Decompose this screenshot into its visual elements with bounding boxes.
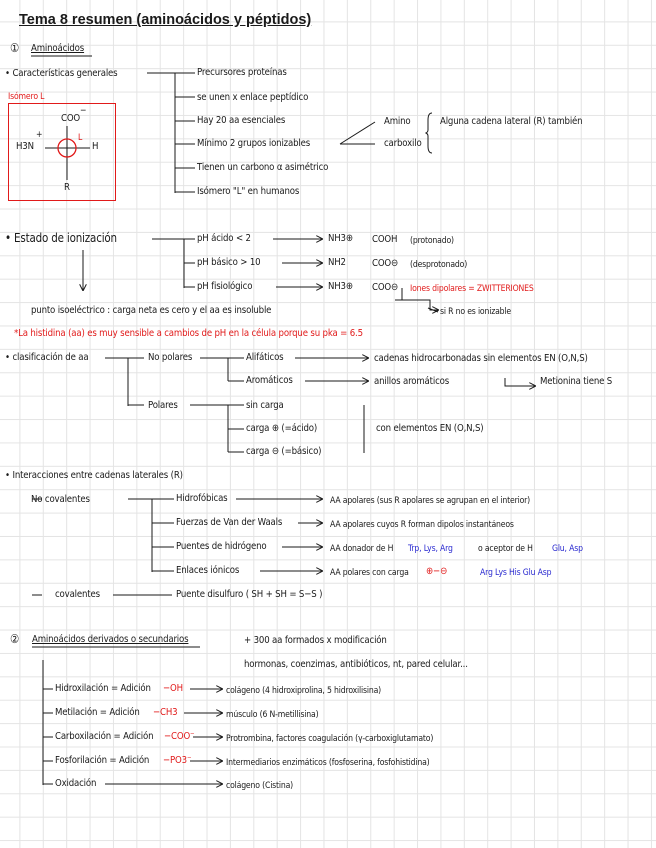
- inter-ionicos-aa: Arg Lys His Glu Asp: [480, 568, 552, 578]
- section-1-number: ①: [10, 41, 20, 55]
- mol-coo: COO: [61, 113, 81, 124]
- isoelectric-note: punto isoeléctrico : carga neta es cero y el aa es insoluble: [31, 305, 272, 316]
- ion-cooh-acido: COOH: [372, 234, 398, 245]
- hidroxilacion-group: −OH: [163, 683, 183, 694]
- clasificacion-label: • clasificación de aa: [5, 352, 89, 363]
- carga-positiva-label: carga ⊕ (=ácido): [246, 423, 318, 434]
- ion-cooh-fisiologico: COO⊖: [372, 282, 399, 293]
- caracteristicas-label: • Características generales: [5, 68, 118, 79]
- hidroxilacion-label: Hidroxilación = Adición: [55, 683, 151, 694]
- alifaticos-label: Alifáticos: [246, 352, 284, 363]
- ion-group-fisiologico: NH3⊕: [328, 281, 353, 292]
- metilacion-group: −CH3: [153, 707, 178, 718]
- caract-item-5: Tienen un carbono α asimétrico: [197, 162, 329, 173]
- aromaticos-desc: anillos aromáticos: [374, 376, 450, 387]
- inter-puentes-h-desc: AA donador de H: [330, 544, 394, 554]
- fosforilacion-label: Fosforilación = Adición: [55, 755, 150, 766]
- ion-cond-basico: pH básico > 10: [197, 257, 261, 268]
- alifaticos-desc: cadenas hidrocarbonadas sin elementos EN (O,N,S): [374, 353, 588, 364]
- caract-item-4: Mínimo 2 grupos ionizables: [197, 138, 311, 149]
- mol-coo-charge: −: [80, 106, 87, 116]
- metilacion-label: Metilación = Adición: [55, 707, 140, 718]
- ionizacion-label: • Estado de ionización: [5, 231, 117, 245]
- mol-r: R: [64, 182, 70, 193]
- derivados-note-2: hormonas, coenzimas, antibióticos, nt, pared celular...: [244, 659, 468, 670]
- interacciones-label: • Interacciones entre cadenas laterales (R): [5, 470, 183, 481]
- derivados-note-1: + 300 aa formados x modificación: [244, 635, 387, 646]
- ion-cond-fisiologico: pH fisiológico: [197, 281, 253, 292]
- section-1-heading: Aminoácidos: [31, 43, 85, 54]
- inter-van-der-waals-desc: AA apolares cuyos R forman dipolos instantáneos: [330, 520, 514, 530]
- caract-item-3: Hay 20 aa esenciales: [197, 115, 286, 126]
- inter-ionicos: Enlaces iónicos: [176, 565, 240, 576]
- ion-group-basico: NH2: [328, 257, 346, 268]
- sin-carga-label: sin carga: [246, 400, 284, 411]
- metilacion-target: músculo (6 N-metillisina): [226, 710, 319, 720]
- inter-puentes-h-acceptor: o aceptor de H: [478, 544, 533, 554]
- aromaticos-label: Aromáticos: [246, 375, 293, 386]
- ion-group-acido: NH3⊕: [328, 233, 353, 244]
- no-polares-label: No polares: [148, 352, 193, 363]
- caract-item-1: Precursores proteínas: [197, 67, 287, 78]
- histidina-note: *La histidina (aa) es muy sensible a cambios de pH en la célula porque su pka = 6.5: [14, 328, 363, 339]
- covalentes-label: covalentes: [55, 589, 100, 600]
- carboxilacion-group: −COO⁻: [164, 731, 195, 742]
- ion-note-acido: (protonado): [410, 236, 454, 246]
- ion-cooh-basico: COO⊖: [372, 258, 399, 269]
- ion-cond-acido: pH ácido < 2: [197, 233, 251, 244]
- ion-note-basico: (desprotonado): [410, 260, 468, 270]
- side-chain-note: Alguna cadena lateral (R) también: [440, 116, 583, 127]
- caract-item-2: se unen x enlace peptídico: [197, 92, 309, 103]
- inter-van-der-waals: Fuerzas de Van der Waals: [176, 517, 283, 528]
- no-covalentes-label: No covalentes: [31, 494, 90, 505]
- oxidacion-target: colágeno (Cistina): [226, 781, 294, 791]
- elementos-en-note: con elementos EN (O,N,S): [376, 423, 484, 434]
- page-title: Tema 8 resumen (aminoácidos y péptidos): [19, 12, 312, 28]
- section-2-heading: Aminoácidos derivados o secundarios: [32, 634, 189, 645]
- hidroxilacion-target: colágeno (4 hidroxiprolina, 5 hidroxilisina): [226, 686, 381, 696]
- inter-ionicos-charge: ⊕−⊖: [426, 566, 448, 577]
- mol-h3n-charge: +: [36, 130, 43, 140]
- metionina-note: Metionina tiene S: [540, 376, 613, 387]
- fosforilacion-target: Intermediarios enzimáticos (fosfoserina, fosfohistidina): [226, 758, 430, 768]
- polares-label: Polares: [148, 400, 178, 411]
- mol-l-mark: L: [78, 133, 83, 143]
- puente-disulfuro: Puente disulfuro ( SH + SH = S−S ): [176, 589, 323, 600]
- inter-hidrofobicas: Hidrofóbicas: [176, 493, 228, 504]
- isomer-label: Isómero L: [8, 92, 45, 102]
- carboxilo-label: carboxilo: [384, 138, 422, 149]
- mol-h: H: [92, 141, 99, 152]
- amino-label: Amino: [384, 116, 411, 127]
- inter-puentes-h: Puentes de hidrógeno: [176, 541, 267, 552]
- carboxilacion-target: Protrombina, factores coagulación (γ-carboxiglutamato): [226, 734, 434, 744]
- inter-hidrofobicas-desc: AA apolares (sus R apolares se agrupan en el interior): [330, 496, 531, 506]
- carboxilacion-label: Carboxilación = Adición: [55, 731, 154, 742]
- ion-sub-note: si R no es ionizable: [440, 307, 511, 317]
- section-2-number: ②: [10, 632, 20, 646]
- mol-h3n: H3N: [16, 141, 34, 152]
- inter-puentes-h-donors: Trp, Lys, Arg: [408, 544, 453, 554]
- oxidacion-label: Oxidación: [55, 778, 97, 789]
- ion-note-zwitteriones: Iones dipolares = ZWITTERIONES: [410, 284, 534, 294]
- fosforilacion-group: −PO3⁻: [163, 755, 192, 766]
- inter-ionicos-desc: AA polares con carga: [330, 568, 409, 578]
- caract-item-6: Isómero "L" en humanos: [197, 186, 300, 197]
- inter-puentes-h-acceptors: Glu, Asp: [552, 544, 583, 554]
- carga-negativa-label: carga ⊖ (=básico): [246, 446, 322, 457]
